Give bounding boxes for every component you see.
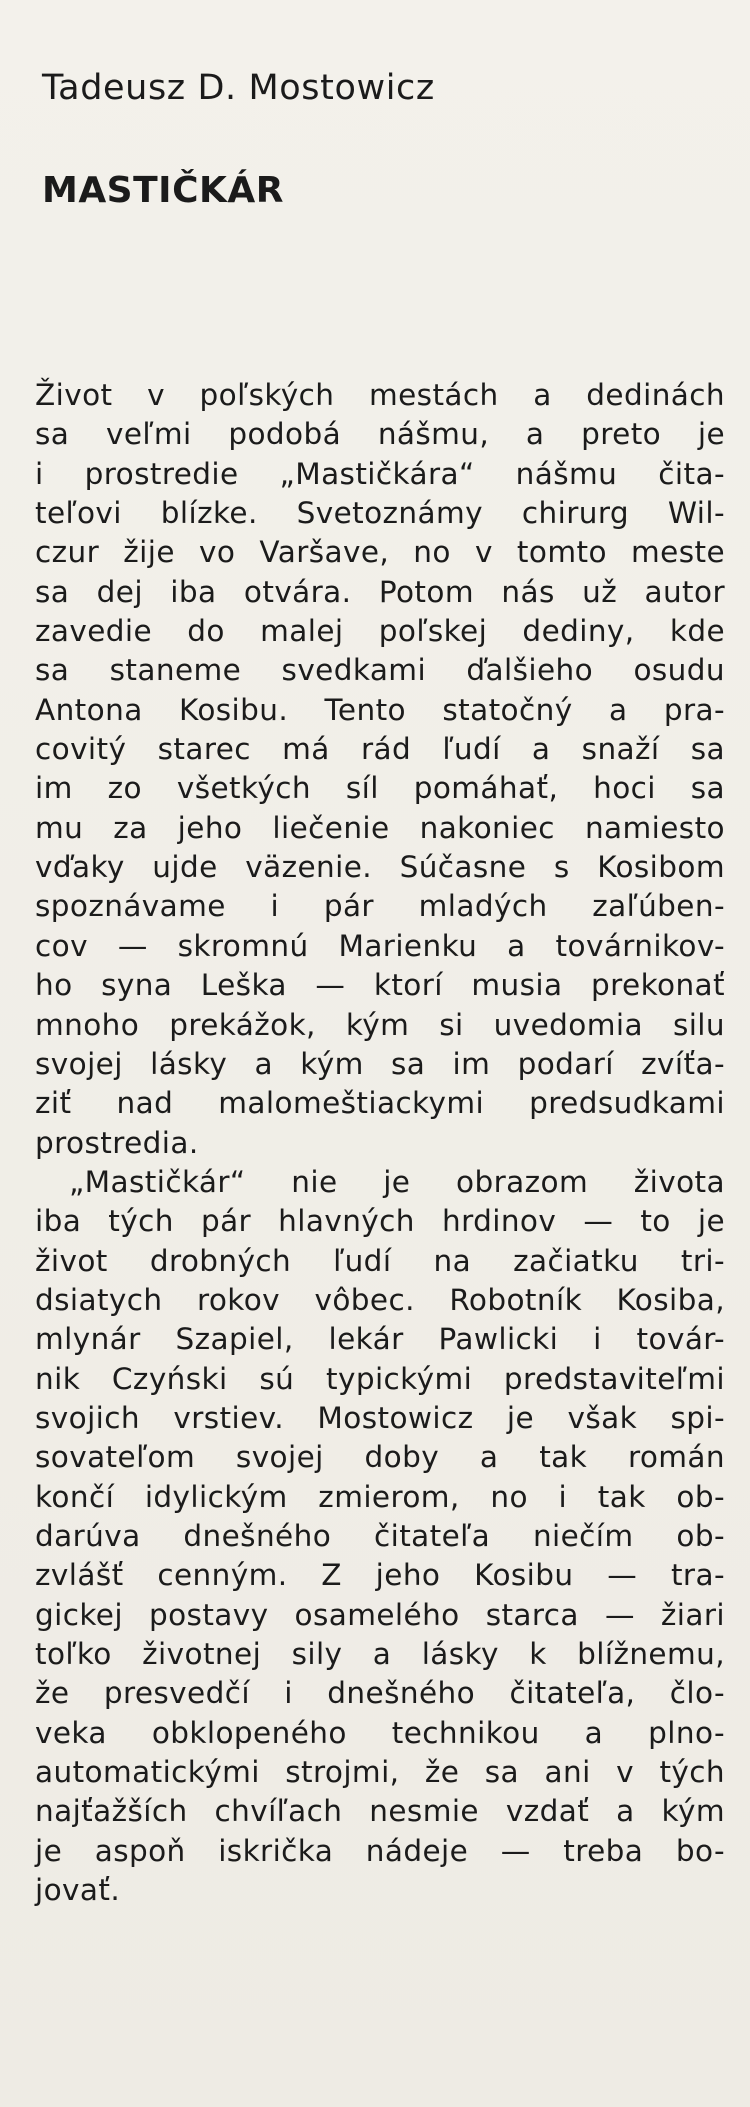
text-line: Život v poľských mestách a dedinách	[35, 378, 725, 412]
text-line: veka obklopeného technikou a plno-	[35, 1715, 725, 1750]
text-line: cov — skromnú Marienku a továrnikov-	[35, 928, 725, 963]
text-line: svojich vrstiev. Mostowicz je však spi-	[35, 1400, 725, 1435]
text-line: teľovi blízke. Svetoznámy chirurg Wil-	[35, 496, 725, 531]
book-title: MASTIČKÁR	[42, 170, 284, 211]
text-line: zvlášť cenným. Z jeho Kosibu — tra-	[35, 1558, 725, 1593]
text-line: dsiatych rokov vôbec. Robotník Kosiba,	[35, 1282, 725, 1317]
text-line: czur žije vo Varšave, no v tomto meste	[35, 535, 725, 570]
author-name: Tadeusz D. Mostowicz	[42, 68, 435, 108]
text-line: zavedie do malej poľskej dediny, kde	[35, 614, 725, 649]
paragraph-2	[35, 1163, 725, 1911]
text-line: že presvedčí i dnešného čitateľa, člo-	[35, 1676, 725, 1711]
text-line: im zo všetkých síl pomáhať, hoci sa	[35, 771, 725, 806]
text-line: mu za jeho liečenie nakoniec namiesto	[35, 810, 725, 845]
text-line: gickej postavy osamelého starca — žiari	[35, 1597, 725, 1632]
text-line: mlynár Szapiel, lekár Pawlicki i továr-	[35, 1322, 725, 1357]
text-line: covitý starec má rád ľudí a snaží sa	[35, 732, 725, 767]
text-line: i prostredie „Mastičkára“ nášmu čita-	[35, 456, 725, 491]
text-line: ho syna Leška — ktorí musia prekonať	[35, 968, 725, 1003]
paragraph-1	[35, 376, 725, 1163]
text-line: sa dej iba otvára. Potom nás už autor	[35, 574, 725, 609]
text-line: mnoho prekážok, kým si uvedomia silu	[35, 1007, 725, 1042]
text-line: život drobných ľudí na začiatku tri-	[35, 1243, 725, 1278]
text-line: ziť nad malomeštiackymi predsudkami	[35, 1086, 725, 1121]
text-line: je aspoň iskrička nádeje — treba bo-	[35, 1833, 725, 1868]
text-line: nik Czyński sú typickými predstaviteľmi	[35, 1361, 725, 1396]
book-annotation-text	[35, 376, 725, 1910]
text-line: sa veľmi podobá nášmu, a preto je	[35, 417, 725, 452]
text-line: „Mastičkár“ nie je obrazom života	[69, 1164, 725, 1199]
text-line: toľko životnej sily a lásky k blížnemu,	[35, 1637, 725, 1671]
text-line: sa staneme svedkami ďalšieho osudu	[35, 653, 725, 688]
text-line: sovateľom svojej doby a tak román	[35, 1440, 725, 1475]
text-line: prostredia.	[35, 1125, 199, 1160]
text-line: darúva dnešného čitateľa niečím ob-	[35, 1518, 725, 1553]
text-line: najťažších chvíľach nesmie vzdať a kým	[35, 1794, 725, 1829]
text-line: končí idylickým zmierom, no i tak ob-	[35, 1479, 725, 1514]
text-line: vďaky ujde väzenie. Súčasne s Kosibom	[35, 850, 725, 885]
text-line: svojej lásky a kým sa im podarí zvíťa-	[35, 1046, 725, 1081]
text-line: automatickými strojmi, že sa ani v tých	[35, 1755, 725, 1790]
text-line: iba tých pár hlavných hrdinov — to je	[35, 1204, 725, 1239]
text-line: spoznávame i pár mladých zaľúben-	[35, 889, 725, 924]
text-line: jovať.	[35, 1873, 121, 1908]
text-line: Antona Kosibu. Tento statočný a pra-	[35, 692, 725, 727]
